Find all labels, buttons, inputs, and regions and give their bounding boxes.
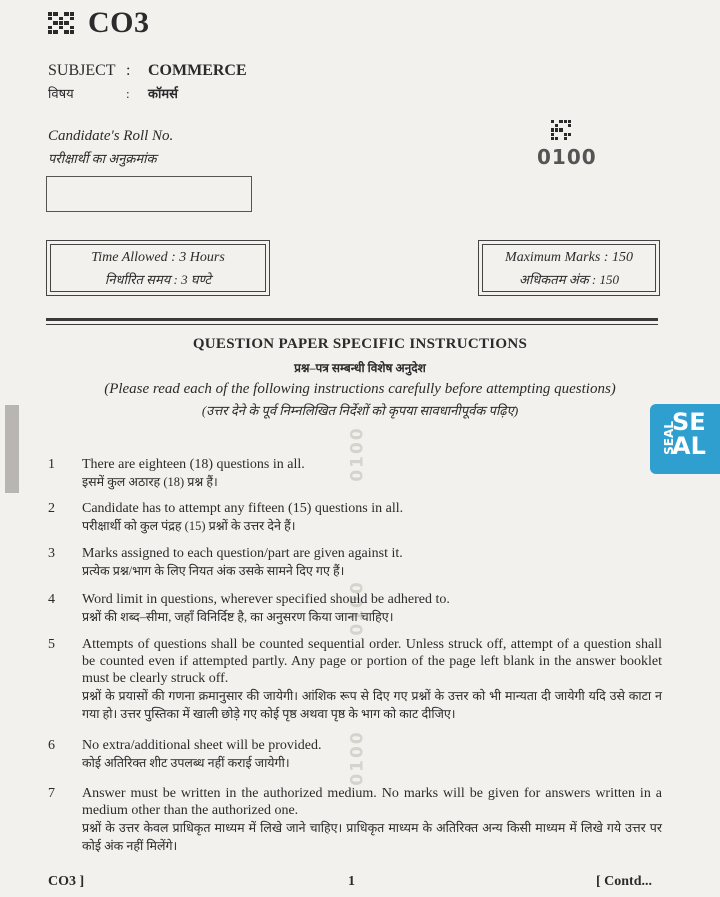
instruction-number: 7 — [48, 786, 55, 801]
serial-watermark: 0100 — [347, 426, 368, 482]
instructions-title: QUESTION PAPER SPECIFIC INSTRUCTIONS — [192, 336, 528, 352]
instruction-number: 5 — [48, 637, 55, 652]
subject-value-hi: कॉमर्स — [148, 86, 178, 101]
instruction-text-hi: प्रश्नों की शब्द–सीमा, जहाँ विनिर्दिष्ट है, का अनुसरण किया जाना चाहिए। — [82, 610, 394, 624]
serial-qr-icon — [551, 120, 571, 140]
instruction-text-hi: प्रश्नों के उत्तर केवल प्राधिकृत माध्यम में लिखे जाने चाहिए। प्राधिकृत माध्यम के अतिरिक्त अन्य किसी माध्यम में लिखे गये उत्तर पर कोई अंक नहीं मिलेंगे। — [82, 821, 662, 853]
subject-value-en: COMMERCE — [148, 62, 247, 79]
instruction-text-en: Marks assigned to each question/part are given against it. — [82, 546, 403, 561]
serial-number: 0100 — [537, 145, 597, 169]
instruction-item — [48, 737, 662, 772]
instruction-number: 1 — [48, 457, 55, 472]
seal-label: SEAL — [661, 421, 676, 455]
instruction-item — [48, 456, 662, 491]
divider-thick — [46, 318, 658, 321]
subject-colon-hi: : — [126, 86, 130, 101]
footer-page-number: 1 — [348, 874, 355, 889]
subject-label-hi: विषय — [48, 86, 74, 101]
roll-number-label: Candidate's Roll No. — [48, 128, 174, 144]
seal-sticker — [650, 404, 720, 474]
subject-row-hi — [48, 84, 178, 102]
instruction-text-hi: प्रश्नों के प्रयासों की गणना क्रमानुसार की जायेगी। आंशिक रूप से दिए गए प्रश्नों के उत्तर को भी मान्यता दी जायेगी यदि उसे काटा न गया हो। उत्तर पुस्तिका में खाली छोड़े गए कोई पृष्ठ अथवा पृष्ठ के भाग को काट दीजिए। — [82, 689, 662, 721]
time-allowed-hi: निर्धारित समय : 3 घण्टे — [104, 272, 212, 287]
footer-continued: [ Contd... — [596, 874, 653, 889]
instruction-item — [48, 545, 662, 580]
instruction-item — [48, 591, 662, 626]
maximum-marks-box — [478, 240, 660, 296]
instruction-text-hi: कोई अतिरिक्त शीट उपलब्ध नहीं कराई जायेगी। — [82, 756, 290, 770]
instruction-text-en: No extra/additional sheet will be provided. — [82, 738, 322, 753]
subject-label-en: SUBJECT — [48, 62, 116, 79]
instructions-title-hi: प्रश्न–पत्र सम्बन्धी विशेष अनुदेश — [294, 361, 426, 375]
instruction-item — [48, 500, 662, 535]
instruction-number: 2 — [48, 501, 55, 516]
serial-watermark: 0100 — [347, 580, 368, 636]
instruction-text-hi: परीक्षार्थी को कुल पंद्रह (15) प्रश्नों के उत्तर देने हैं। — [82, 519, 296, 533]
read-instructions-note-hi: (उत्तर देने के पूर्व निम्नलिखित निर्देशों को कृपया सावधानीपूर्वक पढ़िए) — [201, 403, 519, 418]
binding-strip — [5, 405, 19, 493]
instruction-text-hi: इसमें कुल अठारह (18) प्रश्न हैं। — [82, 475, 218, 489]
time-allowed-en: Time Allowed : 3 Hours — [91, 250, 225, 265]
instruction-text-en: Word limit in questions, wherever specified should be adhered to. — [82, 592, 450, 607]
instruction-text-en: Attempts of questions shall be counted sequential order. Unless struck off, attempt of a question shall be counted even if attempted partly. Any page or portion of the page left blank in the answer booklet must be clearly struck off. — [82, 637, 662, 686]
seal-big-text: SE AL — [672, 408, 706, 460]
paper-code-title: CO3 — [88, 6, 150, 39]
instruction-text-hi: प्रत्येक प्रश्न/भाग के लिए नियत अंक उसके सामने दिए गए हैं। — [82, 564, 345, 578]
divider-thin — [46, 324, 658, 325]
roll-number-label-hi: परीक्षार्थी का अनुक्रमांक — [48, 151, 157, 166]
instruction-text-en: Candidate has to attempt any fifteen (15) questions in all. — [82, 501, 404, 516]
qr-code-icon — [48, 12, 74, 34]
subject-colon: : — [126, 62, 131, 79]
instruction-number: 4 — [48, 592, 55, 607]
instruction-number: 6 — [48, 738, 55, 753]
instruction-text-en: There are eighteen (18) questions in all. — [82, 457, 305, 472]
maximum-marks-hi: अधिकतम अंक : 150 — [519, 272, 619, 287]
instruction-number: 3 — [48, 546, 55, 561]
instruction-text-en: Answer must be written in the authorized medium. No marks will be given for answers written in a medium other than the authorized one. — [82, 786, 662, 818]
read-instructions-note: (Please read each of the following instructions carefully before attempting questions) — [104, 381, 616, 397]
instruction-item — [48, 636, 662, 723]
subject-row-en — [48, 62, 247, 80]
footer-paper-code: CO3 ] — [48, 874, 85, 889]
instruction-item — [48, 785, 662, 855]
serial-watermark: 0100 — [347, 730, 368, 786]
roll-number-box[interactable] — [46, 176, 252, 212]
time-allowed-box — [46, 240, 270, 296]
maximum-marks-en: Maximum Marks : 150 — [505, 250, 633, 265]
